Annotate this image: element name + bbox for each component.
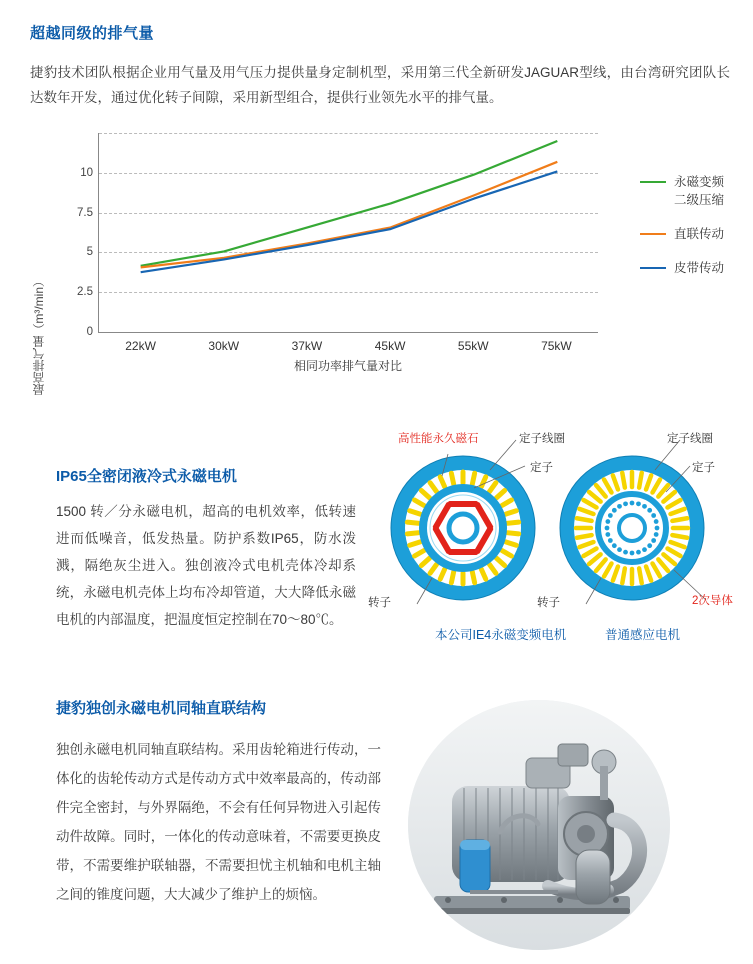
- stator-coil-tooth: [622, 568, 625, 583]
- legend-swatch-blue: [640, 267, 666, 269]
- legend-label-blue: 皮带传动: [674, 261, 725, 275]
- stator-coil-tooth: [410, 511, 420, 514]
- rotor-conductor-bar: [612, 508, 617, 513]
- y-tick-label: 7.5: [77, 206, 93, 219]
- x-tick-label: 22kW: [125, 339, 156, 353]
- y-tick-label: 2.5: [77, 286, 93, 299]
- stator-coil-tooth: [577, 518, 592, 521]
- x-tick-label: 75kW: [541, 339, 572, 353]
- legend-item-blue: [640, 259, 753, 277]
- stator-coil-tooth: [407, 522, 418, 523]
- stator-coil-tooth: [672, 518, 687, 521]
- rotor-conductor-bar: [612, 543, 617, 548]
- legend-label-green: [674, 173, 724, 209]
- section-title-motor: IP65全密闭液冷式永磁电机: [56, 468, 237, 485]
- x-tick-label: 30kW: [208, 339, 240, 353]
- rotor-conductor-bar: [651, 538, 656, 543]
- rotor-conductor-bar: [605, 519, 610, 524]
- stator-coil-tooth: [508, 522, 519, 523]
- x-tick-label: 37kW: [291, 339, 323, 353]
- rotor-conductor-bar: [642, 547, 647, 552]
- legend-label-orange: 直联传动: [674, 227, 725, 241]
- annotation-stator-right: 定子: [692, 462, 715, 474]
- rotor-conductor-bar: [642, 504, 647, 509]
- rotor-conductor-bar: [655, 526, 660, 531]
- chart-legend: [640, 173, 753, 293]
- annotation-stator-coil-right: 定子线圈: [667, 433, 713, 445]
- pm-motor-cross-section: [391, 456, 535, 600]
- permanent-magnet-bar: [448, 549, 478, 555]
- rotor-conductor-bar: [605, 532, 610, 537]
- y-tick-label: 10: [80, 166, 93, 179]
- rotor-conductor-bar: [605, 526, 610, 531]
- legend-label-line2: 二级压缩: [674, 193, 725, 207]
- annotation-stator-left: 定子: [530, 462, 553, 474]
- rotor-conductor-bar: [617, 504, 622, 509]
- chart-x-axis-label: 相同功率排气量对比: [293, 359, 402, 373]
- stator-coil-tooth: [672, 535, 687, 538]
- section-body-direct-drive: 独创永磁电机同轴直联结构。采用齿轮箱进行传动，一体化的齿轮传动方式是传动方式中效率最高的，传动部件完全密封，与外界隔绝，不会有任何异物进入引起传动件故障。同时，一体化的传动意味着，不需要更换皮带，不需要维护联轴器，不需要担忧主机轴和电机主轴之间的锥度问题，大大减少了维护上的烦恼。: [56, 742, 381, 902]
- series-line-0: [141, 141, 558, 266]
- stator-coil-tooth: [472, 473, 474, 484]
- stator-coil-tooth: [639, 473, 642, 488]
- annotation-rotor-right: 转子: [537, 597, 560, 609]
- stator-coil-tooth: [577, 535, 592, 538]
- rotor-conductor-bar: [608, 513, 613, 518]
- x-tick-label: 45kW: [374, 339, 406, 353]
- stator-coil-tooth: [451, 572, 453, 583]
- section-body-exhaust: 捷豹技术团队根据企业用气量及用气压力提供量身定制机型，采用第三代全新研发JAGUAR型线，由台湾研究团队长达数年开发，通过优化转子间隙，采用新型组合，提供行业领先水平的排气量。: [30, 65, 730, 105]
- rotor-conductor-bar: [654, 519, 659, 524]
- annotation-secondary-conductor: 2次导体: [692, 595, 733, 607]
- compressor-photo-svg: [408, 700, 670, 950]
- stator-coil-tooth: [622, 473, 625, 488]
- section-title-exhaust: 超越同级的排气量: [30, 25, 155, 42]
- legend-swatch-green: [640, 181, 666, 183]
- compressor-photo: [408, 700, 670, 950]
- x-tick-label: 55kW: [457, 339, 489, 353]
- chart-y-axis-label: 最高排气量（m³/min）: [32, 275, 46, 396]
- section-body-motor: 1500 转／分永磁电机，超高的电机效率，低转速进而低噪音，低发热量。防护系数IP65，防水泼溅，隔绝灰尘进入。独创液冷式电机壳体冷却系统，永磁电机壳体上均布冷却管道，大大降低永磁电机的内部温度，把温度恒定控制在70～80℃。: [56, 504, 356, 627]
- annotation-magnet: 高性能永久磁石: [398, 433, 479, 445]
- annotation-stator-coil-left: 定子线圈: [519, 433, 565, 445]
- stator-coil-tooth: [506, 542, 516, 545]
- rotor-conductor-bar: [608, 538, 613, 543]
- rotor-conductor-bar: [623, 501, 628, 506]
- rotor-conductor-bar: [647, 508, 652, 513]
- legend-swatch-orange: [640, 233, 666, 235]
- stator-coil-tooth: [451, 473, 453, 484]
- rotor-conductor-bar: [630, 551, 635, 556]
- stator-coil-tooth: [472, 572, 474, 583]
- stator-coil-tooth: [410, 542, 420, 545]
- legend-item-orange: [640, 225, 753, 243]
- stator-coil-tooth: [639, 568, 642, 583]
- rotor-conductor-bar: [654, 532, 659, 537]
- rotor-conductor-bar: [647, 543, 652, 548]
- caption-pm-motor: 本公司IE4永磁变频电机: [435, 628, 567, 642]
- exhaust-volume-chart: [30, 125, 730, 396]
- rotor-conductor-bar: [617, 547, 622, 552]
- chart-plot-area: [77, 133, 598, 353]
- annotation-rotor-left: 转子: [368, 597, 391, 609]
- stator-coil-tooth: [407, 533, 418, 534]
- rotor-conductor-bar: [636, 550, 641, 555]
- y-tick-label: 5: [86, 246, 93, 259]
- rotor-conductor-bar: [623, 550, 628, 555]
- rotor-conductor-bar: [651, 513, 656, 518]
- stator-coil-tooth: [506, 511, 516, 514]
- legend-item-green: [640, 173, 753, 209]
- caption-induction-motor: 普通感应电机: [605, 628, 681, 642]
- legend-label-line1: 永磁变频: [674, 175, 725, 189]
- section-title-direct-drive: 捷豹独创永磁电机同轴直联结构: [56, 700, 267, 717]
- rotor-conductor-bar: [630, 501, 635, 506]
- y-tick-label: 0: [86, 326, 93, 338]
- permanent-magnet-bar: [448, 501, 478, 507]
- rotor-conductor-bar: [636, 501, 641, 506]
- chart-series-lines: [99, 133, 599, 333]
- stator-coil-tooth: [508, 533, 519, 534]
